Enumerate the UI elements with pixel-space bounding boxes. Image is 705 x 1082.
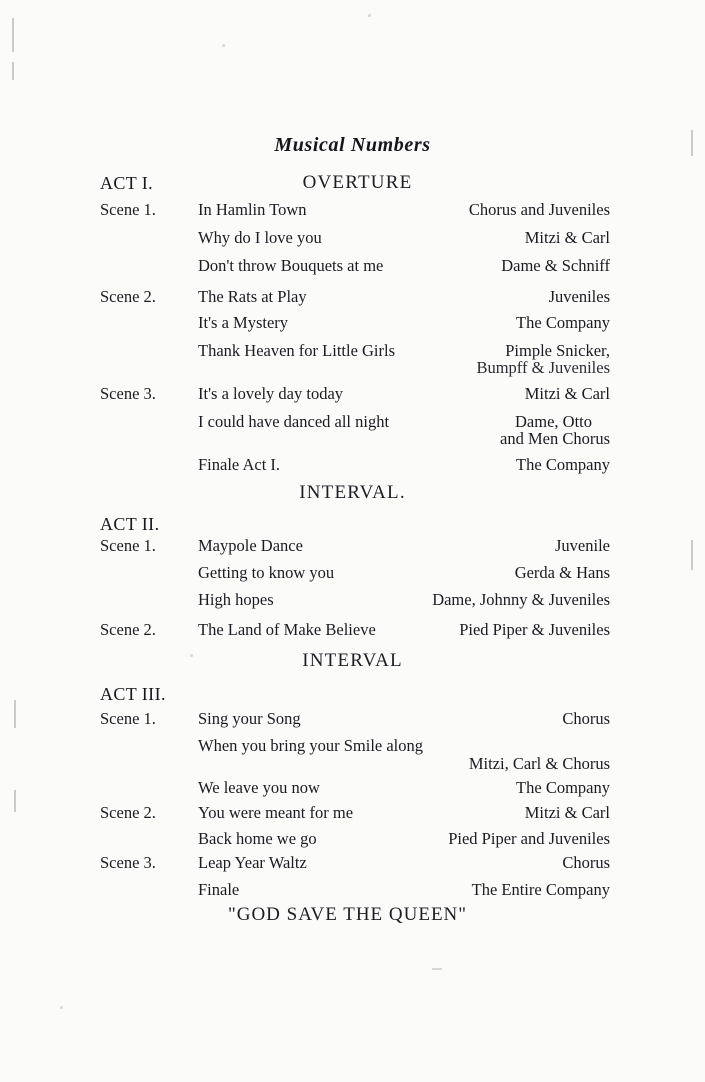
song-title: The Rats at Play [198,287,307,306]
song-title: We leave you now [198,778,320,797]
musical-number-row [100,590,610,614]
closing-anthem-line: "GOD SAVE THE QUEEN" [227,904,468,925]
performers-line-2: Bumpff & Juveniles [476,358,610,377]
song-title: Back home we go [198,829,317,848]
musical-number-row [100,778,610,802]
musical-number-row [100,455,610,479]
scene-label: Scene 3. [100,853,156,872]
song-title: You were meant for me [198,803,354,822]
act-heading-2: ACT II. [100,514,160,534]
performers: Chorus [562,853,610,872]
scene-label: Scene 1. [100,709,156,728]
song-title: The Land of Make Believe [198,620,376,639]
musical-number-row [100,829,610,853]
performers: Juveniles [548,287,610,306]
song-title: Sing your Song [198,709,301,728]
musical-number-row [100,200,610,224]
song-title: It's a lovely day today [198,384,344,403]
scene-label: Scene 2. [100,287,156,306]
performers: The Company [516,455,610,474]
performers-line-2: Mitzi, Carl & Chorus [468,754,610,773]
performers: Mitzi & Carl [524,384,610,403]
page-title: Musical Numbers [274,134,431,156]
song-title: Getting to know you [198,563,335,582]
song-title: Maypole Dance [198,536,303,555]
song-title: Finale [198,880,240,899]
song-title: In Hamlin Town [198,200,307,219]
performers: Mitzi & Carl [524,228,610,247]
performers: Dame, Otto [515,412,592,431]
musical-number-row [100,709,610,733]
performers: Gerda & Hans [514,563,610,582]
scene-label: Scene 1. [100,200,156,219]
musical-number-row [100,620,610,644]
musical-number-row [100,384,610,408]
performers: Dame, Johnny & Juveniles [432,590,610,609]
performers: The Company [516,778,610,797]
performers: The Entire Company [471,880,610,899]
song-title: Don't throw Bouquets at me [198,256,384,275]
musical-number-row [100,736,610,776]
song-title: Thank Heaven for Little Girls [198,341,396,360]
scene-label: Scene 1. [100,536,156,555]
song-title: Why do I love you [198,228,322,247]
musical-number-row [100,853,610,877]
musical-number-row [100,536,610,560]
song-title: I could have danced all night [198,412,390,431]
performers: The Company [516,313,610,332]
interval-label-2: INTERVAL [302,650,403,671]
performers: Pied Piper & Juveniles [459,620,610,639]
scene-label: Scene 2. [100,620,156,639]
musical-number-row [100,412,610,452]
musical-number-row [100,313,610,337]
scene-label: Scene 3. [100,384,156,403]
musical-number-row [100,256,610,280]
song-title: Leap Year Waltz [198,853,307,872]
performers-line-2: and Men Chorus [500,429,610,448]
performers: Mitzi & Carl [524,803,610,822]
scene-label: Scene 2. [100,803,156,822]
musical-number-row [100,880,610,904]
song-title: It's a Mystery [198,313,289,332]
act-heading-1: ACT I. [100,173,154,193]
interval-label-1: INTERVAL. [299,482,406,503]
musical-number-row [100,563,610,587]
performers: Dame & Schniff [501,256,610,275]
musical-number-row [100,287,610,311]
overture-label: OVERTURE [302,172,413,193]
performers: Pimple Snicker, [505,341,610,360]
performers: Pied Piper and Juveniles [448,829,610,848]
musical-number-row [100,341,610,381]
song-title: High hopes [198,590,274,609]
song-title: Finale Act I. [198,455,281,474]
act-heading-3: ACT III. [100,684,166,704]
musical-number-row [100,228,610,252]
musical-number-row [100,803,610,827]
performers: Juvenile [555,536,610,555]
song-title: When you bring your Smile along [198,736,424,755]
performers: Chorus [562,709,610,728]
performers: Chorus and Juveniles [468,200,610,219]
